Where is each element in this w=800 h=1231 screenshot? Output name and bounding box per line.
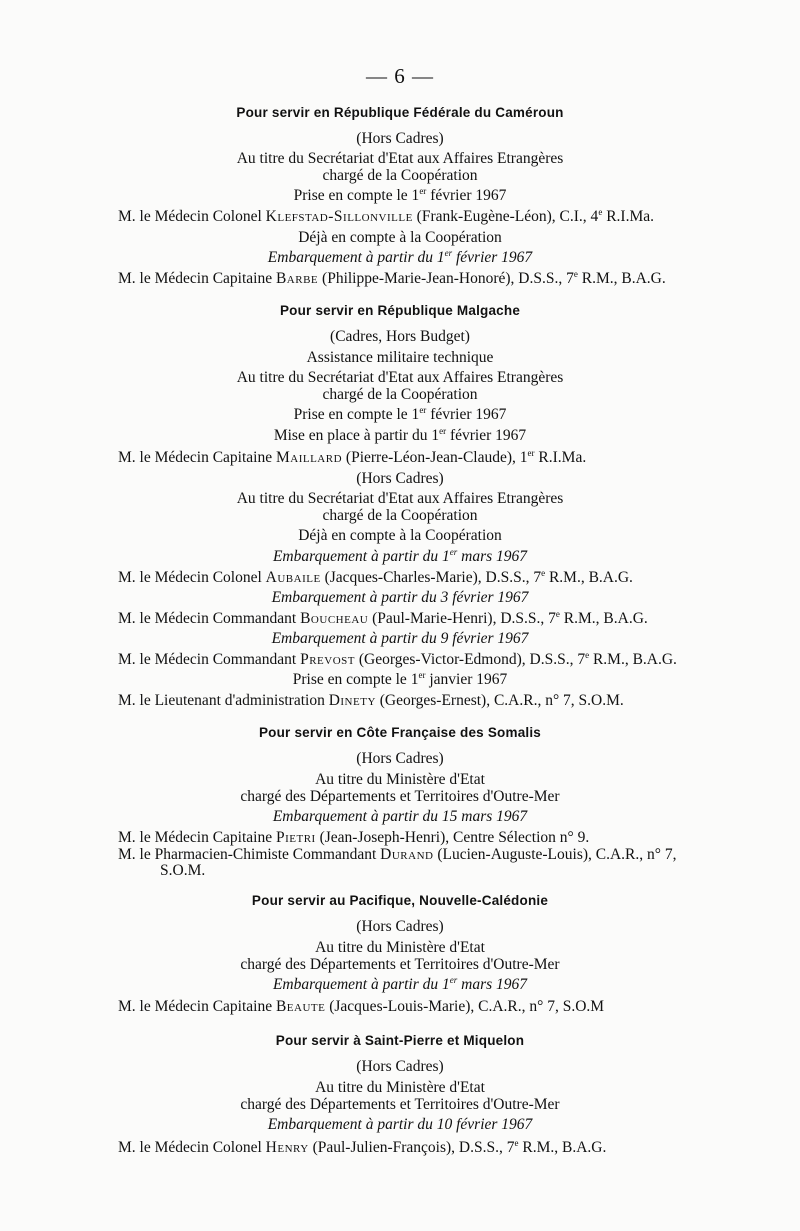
superscript: e — [555, 608, 560, 619]
personnel-entry — [118, 1139, 606, 1157]
surname: Henry — [265, 1139, 309, 1156]
deja-line: Déjà en compte à la Coopération — [298, 527, 502, 544]
text: M. le Médecin Commandant — [118, 651, 301, 668]
surname: Klefstad-Sillonville — [265, 208, 413, 225]
personnel-entry — [118, 829, 589, 847]
superscript: er — [449, 974, 458, 985]
embarquement-line — [0, 976, 800, 994]
text: mars 1967 — [457, 548, 528, 565]
text: M. le Médecin Capitaine — [118, 998, 276, 1015]
titre-line: chargé des Départements et Territoires d'Outre-Mer — [240, 1096, 560, 1113]
text: Mise en place à partir du 1 — [273, 427, 440, 444]
text: M. le Médecin Capitaine — [118, 449, 276, 466]
titre-line: Au titre du Ministère d'Etat — [315, 939, 485, 956]
surname: Prevost — [300, 651, 355, 668]
prise-line — [0, 671, 800, 689]
personnel-entry — [118, 651, 677, 669]
text: Embarquement à partir du 1 — [272, 976, 450, 993]
text: M. le Lieutenant d'administration — [118, 692, 329, 709]
text: Prise en compte le 1 — [293, 406, 420, 423]
section-heading-saint-pierre: Pour servir à Saint-Pierre et Miquelon — [275, 1033, 525, 1048]
personnel-entry — [118, 270, 666, 288]
section-heading-malgache: Pour servir en République Malgache — [279, 303, 521, 318]
superscript: er — [527, 447, 535, 458]
text: M. le Pharmacien-Chimiste Commandant — [118, 846, 381, 863]
text: M. le Médecin Capitaine — [118, 270, 276, 287]
text: Embarquement à partir du 1 — [272, 548, 450, 565]
text: (Jacques-Charles-Marie), D.S.S., 7 — [320, 569, 542, 586]
text: R.I.Ma. — [602, 208, 654, 225]
surname: Pietri — [275, 829, 316, 846]
text: (Jacques-Louis-Marie), C.A.R., n° 7, S.O.M — [325, 998, 605, 1015]
text: Prise en compte le 1 — [292, 671, 419, 688]
titre-line: chargé des Départements et Territoires d'Outre-Mer — [240, 788, 560, 805]
personnel-entry — [118, 569, 633, 587]
titre-line: Au titre du Secrétariat d'Etat aux Affaires Etrangères — [236, 369, 564, 386]
superscript: e — [598, 206, 603, 217]
text: (Philippe-Marie-Jean-Honoré), D.S.S., 7 — [318, 270, 574, 287]
personnel-entry-continuation: S.O.M. — [160, 862, 206, 879]
text: (Georges-Victor-Edmond), D.S.S., 7 — [355, 651, 586, 668]
surname: Aubaile — [265, 569, 321, 586]
surname: Beaute — [275, 998, 326, 1015]
superscript: er — [444, 247, 453, 258]
section-heading-nouvelle-caledonie: Pour servir au Pacifique, Nouvelle-Calédonie — [251, 893, 549, 908]
text: (Paul-Julien-François), D.S.S., 7 — [308, 1139, 515, 1156]
text: janvier 1967 — [425, 671, 508, 688]
text: M. le Médecin Colonel — [118, 208, 266, 225]
embarquement-line: Embarquement à partir du 10 février 1967 — [267, 1116, 533, 1133]
assistance-line: Assistance militaire technique — [306, 349, 494, 366]
text: M. le Médecin Colonel — [118, 1139, 266, 1156]
superscript: er — [439, 425, 447, 436]
status-line: (Hors Cadres) — [356, 750, 444, 767]
embarquement-line: Embarquement à partir du 3 février 1967 — [271, 589, 529, 606]
prise-line — [0, 406, 800, 424]
text: février 1967 — [426, 406, 507, 423]
personnel-entry — [118, 610, 648, 628]
text: février 1967 — [452, 249, 533, 266]
embarquement-line — [0, 548, 800, 566]
surname: Durand — [380, 846, 434, 863]
titre-line: Au titre du Secrétariat d'Etat aux Affaires Etrangères — [236, 490, 564, 507]
status-line: (Hors Cadres) — [356, 918, 444, 935]
text: M. le Médecin Commandant — [118, 610, 301, 627]
superscript: e — [514, 1137, 519, 1148]
prise-line — [0, 187, 800, 205]
text: Prise en compte le 1 — [293, 187, 420, 204]
page-number: — 6 — — [366, 64, 434, 88]
text: (Pierre-Léon-Jean-Claude), 1 — [342, 449, 528, 466]
text: février 1967 — [446, 427, 527, 444]
text: (Paul-Marie-Henri), D.S.S., 7 — [368, 610, 556, 627]
text: (Georges-Ernest), C.A.R., n° 7, S.O.M. — [375, 692, 624, 709]
superscript: e — [541, 567, 546, 578]
surname: Maillard — [275, 449, 343, 466]
text: (Jean-Joseph-Henri), Centre Sélection n° 9. — [315, 829, 590, 846]
superscript: er — [418, 669, 426, 680]
superscript: e — [573, 268, 578, 279]
titre-line: chargé de la Coopération — [322, 386, 478, 403]
text: Embarquement à partir du 1 — [267, 249, 445, 266]
status-line: (Hors Cadres) — [356, 130, 444, 147]
text: (Frank-Eugène-Léon), C.I., 4 — [412, 208, 599, 225]
titre-line: Au titre du Secrétariat d'Etat aux Affaires Etrangères — [236, 150, 564, 167]
surname: Dinety — [328, 692, 376, 709]
text: (Lucien-Auguste-Louis), C.A.R., n° 7, — [433, 846, 677, 863]
text: M. le Médecin Capitaine — [118, 829, 276, 846]
embarquement-line — [0, 249, 800, 267]
text: R.M., B.A.G. — [518, 1139, 607, 1156]
text: R.M., B.A.G. — [577, 270, 666, 287]
status-line: (Hors Cadres) — [356, 470, 444, 487]
text: R.I.Ma. — [534, 449, 587, 466]
superscript: e — [585, 649, 590, 660]
mise-en-place-line — [0, 427, 800, 445]
personnel-entry — [118, 208, 654, 226]
text: M. le Médecin Colonel — [118, 569, 266, 586]
section-heading-somalis: Pour servir en Côte Française des Somalis — [258, 725, 542, 740]
surname: Barbe — [275, 270, 319, 287]
titre-line: chargé de la Coopération — [322, 167, 478, 184]
titre-line: chargé des Départements et Territoires d'Outre-Mer — [240, 956, 560, 973]
personnel-entry — [118, 449, 586, 467]
superscript: er — [419, 404, 427, 415]
text: février 1967 — [426, 187, 507, 204]
status-line: (Cadres, Hors Budget) — [330, 328, 470, 345]
text: mars 1967 — [457, 976, 528, 993]
superscript: er — [449, 546, 458, 557]
surname: Boucheau — [300, 610, 369, 627]
status-line: (Hors Cadres) — [356, 1058, 444, 1075]
text: R.M., B.A.G. — [589, 651, 677, 668]
section-heading-cameroun: Pour servir en République Fédérale du Caméroun — [236, 105, 564, 120]
text: R.M., B.A.G. — [559, 610, 648, 627]
titre-line: chargé de la Coopération — [322, 507, 478, 524]
personnel-entry — [118, 998, 604, 1016]
titre-line: Au titre du Ministère d'Etat — [315, 1079, 485, 1096]
embarquement-line: Embarquement à partir du 9 février 1967 — [271, 630, 529, 647]
titre-line: Au titre du Ministère d'Etat — [315, 771, 485, 788]
deja-line: Déjà en compte à la Coopération — [298, 229, 502, 246]
text: R.M., B.A.G. — [545, 569, 633, 586]
superscript: er — [419, 185, 427, 196]
personnel-entry — [118, 692, 624, 710]
embarquement-line: Embarquement à partir du 15 mars 1967 — [272, 808, 528, 825]
